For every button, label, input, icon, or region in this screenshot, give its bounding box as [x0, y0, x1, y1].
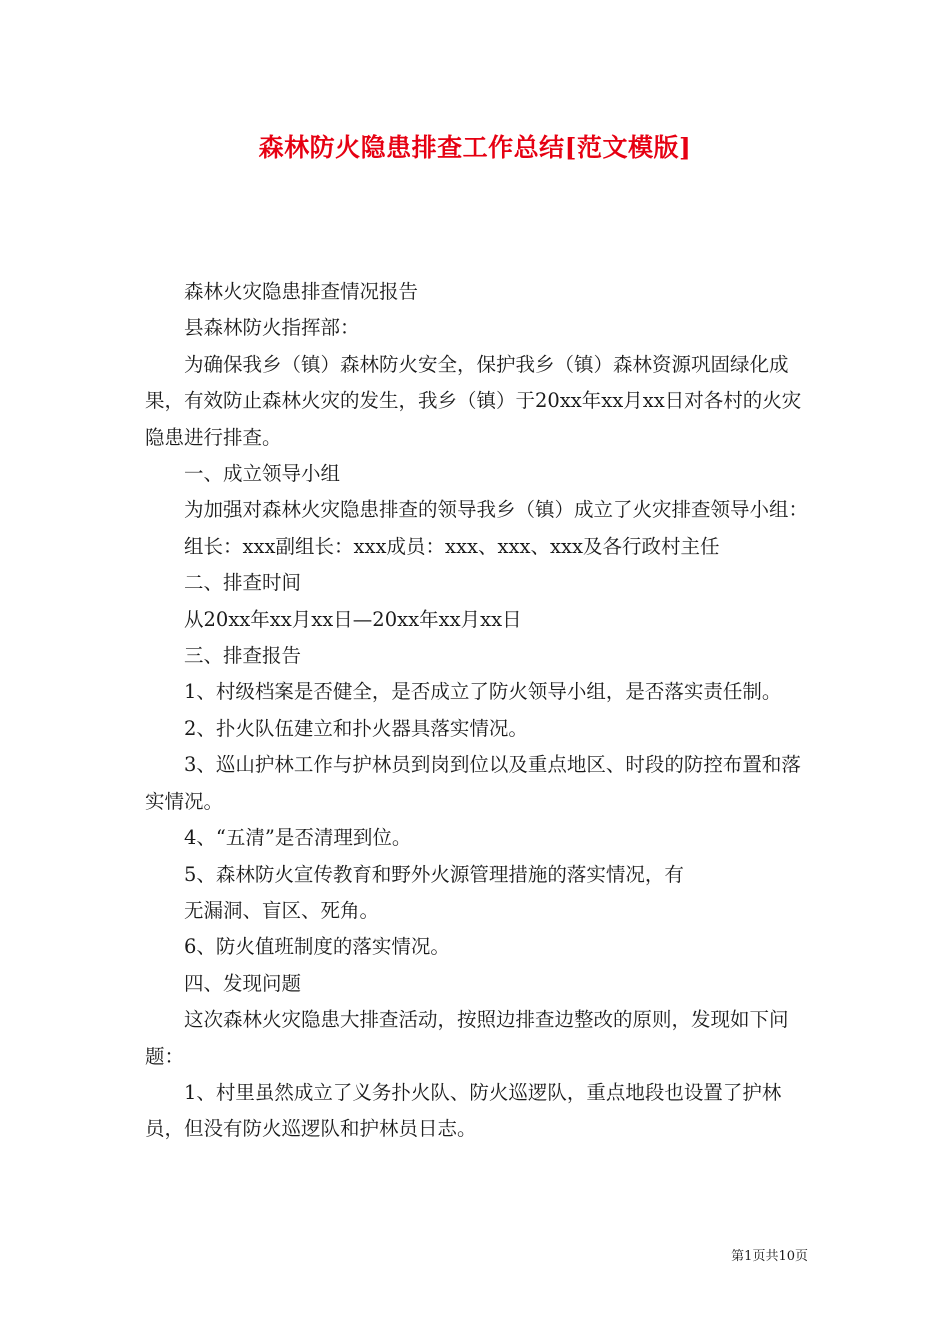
- section-heading-time: 二、排查时间: [184, 571, 302, 595]
- paragraph-intro: 为确保我乡（镇）森林防火安全，保护我乡（镇）森林资源巩固绿化成果，有效防止森林火灾的发生，我乡（镇）于20xx年xx月xx日对各村的火灾隐患进行排查。: [145, 352, 802, 449]
- paragraph-report-heading: 森林火灾隐患排查情况报告: [184, 280, 419, 303]
- section-heading-leadership: 一、成立领导小组: [184, 462, 341, 486]
- list-item-continuation: 无漏洞、盲区、死角。: [184, 898, 380, 922]
- list-item: 1、村级档案是否健全，是否成立了防火领导小组，是否落实责任制。: [184, 680, 782, 704]
- section-heading-problems: 四、发现问题: [184, 971, 302, 995]
- paragraph-members: 组长：xxx副组长：xxx成员：xxx、xxx、xxx及各行政村主任: [184, 534, 720, 558]
- paragraph-problems-intro: 这次森林火灾隐患大排查活动，按照边排查边整改的原则，发现如下问题：: [145, 1008, 789, 1068]
- document-body: [145, 274, 810, 1148]
- list-item: 6、防火值班制度的落实情况。: [184, 935, 450, 959]
- paragraph-leadership: 为加强对森林火灾隐患排查的领导我乡（镇）成立了火灾排查领导小组：: [184, 498, 809, 522]
- document-title: 森林防火隐患排查工作总结[范文模版]: [258, 133, 692, 162]
- paragraph-recipient: 县森林防火指挥部：: [184, 316, 360, 340]
- page-number: 第1页共10页: [731, 1249, 808, 1264]
- section-heading-report: 三、排查报告: [184, 644, 302, 668]
- paragraph-time-range: 从20xx年xx月xx日—20xx年xx月xx日: [184, 607, 522, 631]
- list-item: 5、森林防火宣传教育和野外火源管理措施的落实情况，有: [184, 862, 684, 886]
- list-item: 4、“五清”是否清理到位。: [184, 826, 412, 850]
- list-item: 3、巡山护林工作与护林员到岗到位以及重点地区、时段的防控布置和落实情况。: [145, 753, 801, 813]
- list-item: 2、扑火队伍建立和扑火器具落实情况。: [184, 716, 528, 740]
- list-item: 1、村里虽然成立了义务扑火队、防火巡逻队，重点地段也设置了护林员，但没有防火巡逻队和护林员日志。: [145, 1080, 782, 1141]
